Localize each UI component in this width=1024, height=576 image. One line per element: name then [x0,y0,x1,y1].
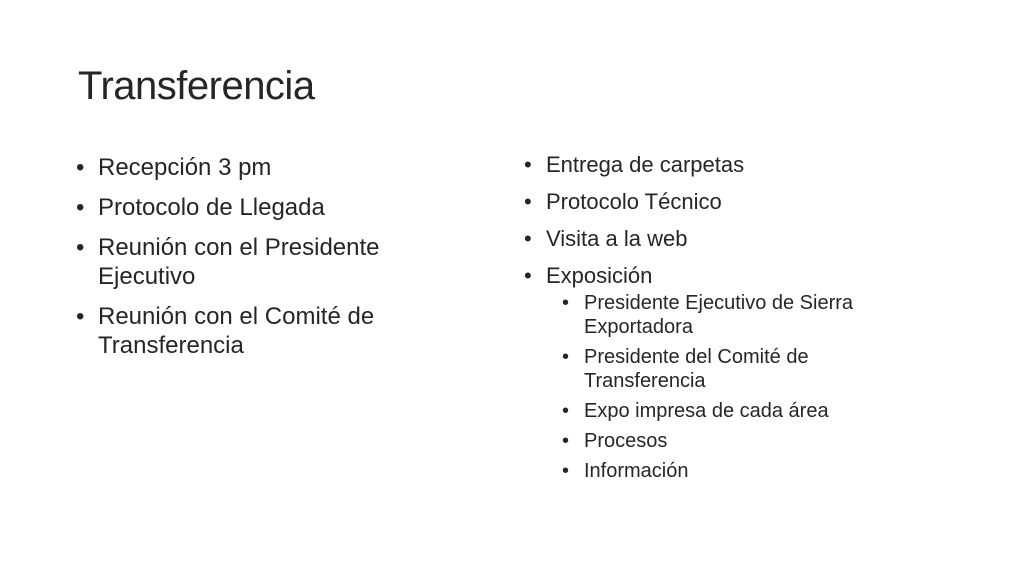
sub-list-item [562,399,924,423]
sub-list-item [562,345,924,393]
list-item-text: Reunión con el Comité de Transferencia [98,303,375,359]
sub-list-item-text: Presidente del Comité de Transferencia [584,346,809,392]
bullet-icon: • [524,189,532,214]
bullet-icon: • [562,430,570,452]
bullet-icon: • [76,303,85,330]
sub-list-item-text: Expo impresa de cada área [584,400,829,422]
bullet-icon: • [524,263,532,288]
sub-list-item [562,429,924,453]
right-bullet-list [524,151,924,493]
bullet-icon: • [524,152,532,177]
sub-list-item-text: Procesos [584,430,668,452]
bullet-icon: • [76,154,85,181]
list-item-text: Protocolo Técnico [546,189,722,214]
bullet-icon: • [524,226,532,251]
list-item [524,225,924,252]
list-item [76,233,456,291]
sub-list-item-text: Información [584,460,689,482]
bullet-icon: • [562,460,570,482]
list-item [524,151,924,178]
list-item-text: Protocolo de Llegada [98,194,325,221]
list-item [524,262,924,483]
sub-bullet-list [562,291,924,483]
list-item-text: Recepción 3 pm [98,154,272,181]
bullet-icon: • [562,292,570,314]
bullet-icon: • [76,234,85,261]
list-item-text: Visita a la web [546,226,688,251]
left-bullet-list [76,153,456,371]
list-item [524,188,924,215]
bullet-icon: • [76,194,85,221]
list-item-text: Reunión con el Presidente Ejecutivo [98,234,380,290]
list-item-text: Exposición [546,263,653,288]
sub-list-item [562,291,924,339]
list-item [76,193,456,222]
bullet-icon: • [562,346,570,368]
bullet-icon: • [562,400,570,422]
list-item-text: Entrega de carpetas [546,152,745,177]
list-item [76,302,456,360]
list-item [76,153,456,182]
slide-title: Transferencia [78,64,315,108]
sub-list-item-text: Presidente Ejecutivo de Sierra Exportadora [584,292,854,338]
sub-list-item [562,459,924,483]
